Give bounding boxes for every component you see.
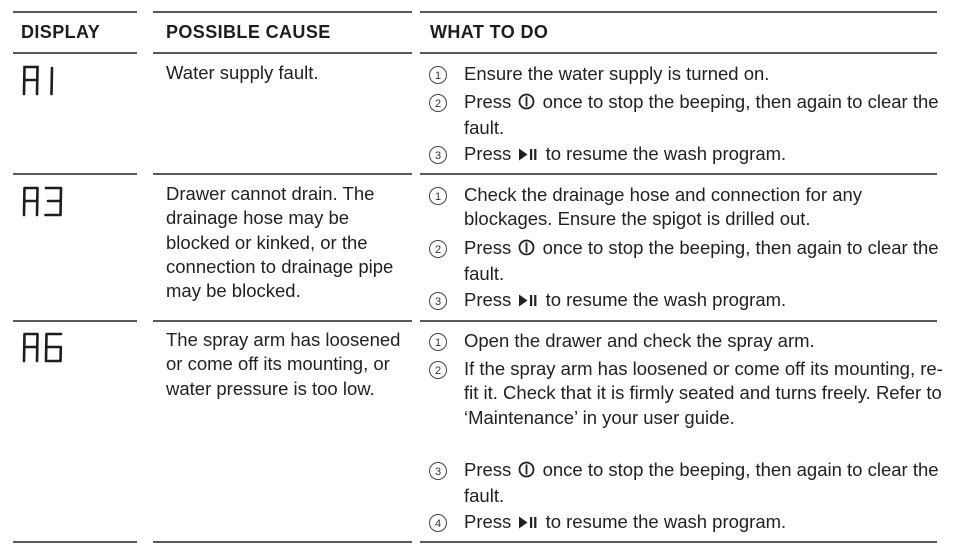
header-display: DISPLAY: [21, 22, 101, 42]
step-text: [464, 183, 944, 232]
step-text: [464, 236, 944, 287]
header-rule: [420, 52, 937, 54]
power-icon: [518, 238, 535, 262]
row-divider: [13, 320, 137, 322]
header-possible-cause: POSSIBLE CAUSE: [166, 22, 331, 42]
step-text-part: once to stop the beeping, then again to clear the fault.: [464, 459, 939, 507]
step-text-part: Press: [464, 91, 512, 112]
row-divider: [153, 173, 412, 175]
step-text: [464, 458, 944, 509]
step-number: 2: [429, 240, 447, 258]
step-text-part: Press: [464, 511, 512, 532]
table-top-rule: [420, 11, 937, 13]
step-text-part: Open the drawer and check the spray arm.: [464, 330, 815, 351]
step-text-part: Check the drainage hose and connection for any blockages. Ensure the spigot is drilled out.: [464, 184, 863, 230]
step-text: [464, 288, 944, 314]
power-icon: [518, 460, 535, 484]
table-top-rule: [13, 11, 137, 13]
row-divider: [153, 320, 412, 322]
step-text-part: once to stop the beeping, then again to clear the fault.: [464, 91, 939, 139]
table-bottom-rule: [153, 541, 412, 543]
row-divider: [420, 320, 937, 322]
step-number: 1: [429, 333, 447, 351]
table-bottom-rule: [420, 541, 937, 543]
play-pause-icon: [518, 512, 538, 536]
step-text-part: Press: [464, 289, 512, 310]
step-number: 3: [429, 462, 447, 480]
step-number: 3: [429, 292, 447, 310]
step-text-part: to resume the wash program.: [545, 289, 787, 310]
header-what-to-do: WHAT TO DO: [430, 22, 549, 42]
step-text: [464, 90, 944, 141]
step-text: [464, 357, 944, 430]
header-rule: [153, 52, 412, 54]
cause-text: Water supply fault.: [166, 62, 319, 83]
step-text-part: Press: [464, 459, 512, 480]
step-text-part: Press: [464, 237, 512, 258]
step-number: 3: [429, 146, 447, 164]
cause-text: The spray arm has loosened or come off its mounting, or water pressure is too low.: [166, 329, 401, 399]
power-icon: [518, 92, 535, 116]
step-text: [464, 329, 944, 353]
table-bottom-rule: [13, 541, 137, 543]
play-pause-icon: [518, 290, 538, 314]
step-text-part: to resume the wash program.: [545, 143, 787, 164]
step-text-part: once to stop the beeping, then again to clear the fault.: [464, 237, 939, 285]
row-divider: [13, 173, 137, 175]
row-divider: [420, 173, 937, 175]
header-rule: [13, 52, 137, 54]
step-text-part: to resume the wash program.: [545, 511, 787, 532]
step-text-part: If the spray arm has loosened or come off its mounting, re-fit it. Check that it is firmly seated and turns freely. Refer to ‘Maintenance’ in your user guide.: [464, 358, 943, 428]
step-text: [464, 142, 944, 168]
step-number: 2: [429, 361, 447, 379]
table-top-rule: [153, 11, 412, 13]
step-text-part: Press: [464, 143, 512, 164]
step-text-part: Ensure the water supply is turned on.: [464, 63, 770, 84]
step-text: [464, 62, 944, 86]
step-text: [464, 510, 944, 536]
cause-text: Drawer cannot drain. The drainage hose may be blocked or kinked, or the connection to drainage pipe may be blocked.: [166, 183, 394, 302]
step-number: 2: [429, 94, 447, 112]
step-number: 1: [429, 66, 447, 84]
step-number: 4: [429, 514, 447, 532]
step-number: 1: [429, 187, 447, 205]
play-pause-icon: [518, 144, 538, 168]
